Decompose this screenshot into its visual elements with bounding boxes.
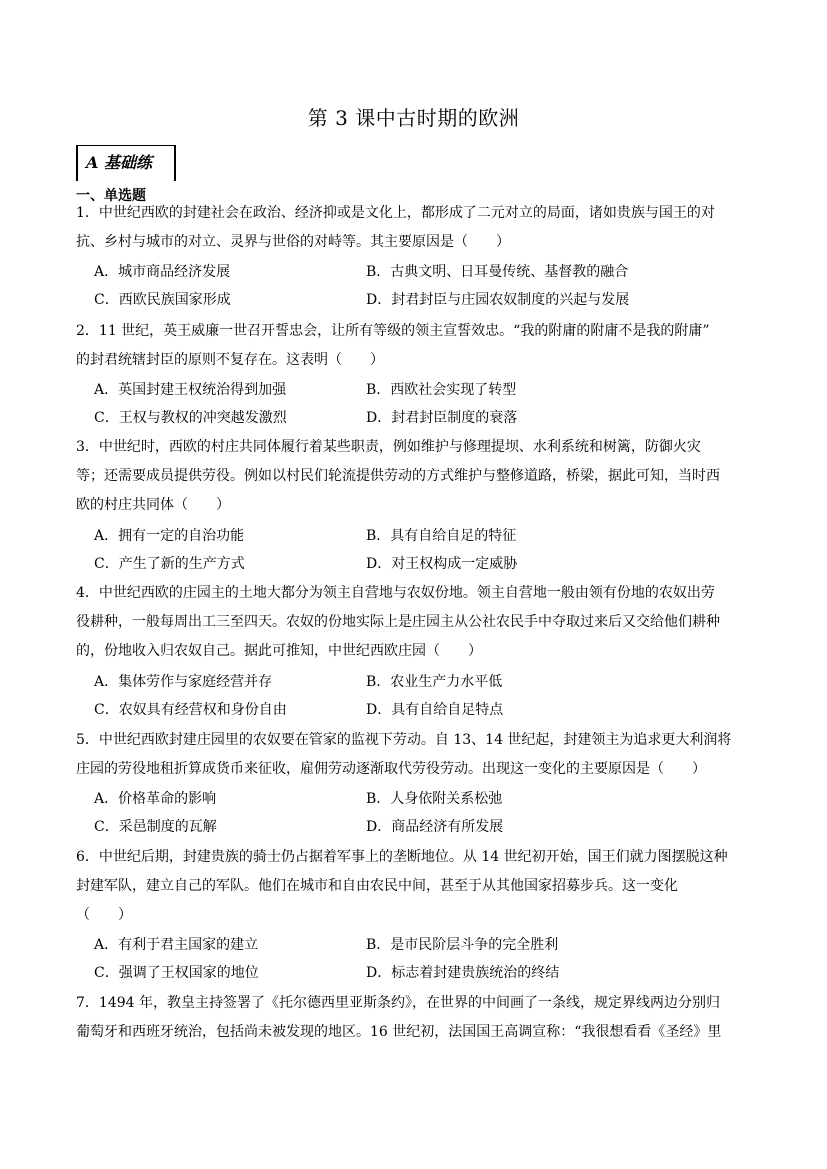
question-line: 4．中世纪西欧的庄园主的土地大都分为领主自营地与农奴份地。领主自营地一般由领有份地的农奴出劳 [76, 585, 715, 601]
options-4 [94, 668, 694, 724]
option-c[interactable]: C．产生了新的生产方式 [94, 556, 245, 572]
option-b[interactable]: B．农业生产力水平低 [366, 674, 503, 690]
question-3 [76, 433, 756, 520]
option-d[interactable]: D．具有自给自足特点 [366, 702, 504, 718]
option-b[interactable]: B．是市民阶层斗争的完全胜利 [366, 937, 559, 953]
option-d[interactable]: D．标志着封建贵族统治的终结 [366, 965, 560, 981]
option-c[interactable]: C．农奴具有经营权和身份自由 [94, 702, 287, 718]
question-1 [76, 199, 756, 257]
option-d[interactable]: D．封君封臣制度的衰落 [366, 410, 518, 426]
level-label: A 基础练 [86, 153, 152, 172]
question-line: 的封君统辖封臣的原则不复存在。这表明（ ） [76, 352, 384, 368]
option-a[interactable]: A．英国封建王权统治得到加强 [94, 382, 287, 398]
option-c[interactable]: C．西欧民族国家形成 [94, 292, 231, 308]
question-line: 5．中世纪西欧封建庄园里的农奴要在管家的监视下劳动。自 13、14 世纪起，封建领主为追求更大利润将 [76, 732, 732, 748]
question-line: 的，份地收入归农奴自己。据此可推知，中世纪西欧庄园（ ） [76, 643, 482, 659]
option-d[interactable]: D．商品经济有所发展 [366, 819, 504, 835]
option-a[interactable]: A．拥有一定的自治功能 [94, 528, 245, 544]
option-a[interactable]: A．价格革命的影响 [94, 791, 217, 807]
question-5 [76, 726, 756, 784]
option-a[interactable]: A．城市商品经济发展 [94, 264, 231, 280]
question-line: 7．1494 年，教皇主持签署了《托尔德西里亚斯条约》，在世界的中间画了一条线，规定界线两边分别归 [76, 995, 720, 1011]
options-2 [94, 376, 694, 432]
question-line: （ ） [76, 907, 132, 923]
question-7 [76, 989, 756, 1047]
question-line: 役耕种，一般每周出工三至四天。农奴的份地实际上是庄园主从公社农民手中夺取过来后又交给他们耕种 [76, 614, 720, 630]
option-b[interactable]: B．西欧社会实现了转型 [366, 382, 517, 398]
question-4 [76, 579, 756, 666]
question-6 [76, 843, 756, 930]
option-d[interactable]: D．对王权构成一定威胁 [366, 556, 518, 572]
question-line: 1．中世纪西欧的封建社会在政治、经济抑或是文化上，都形成了二元对立的局面，诸如贵族与国王的对 [76, 205, 715, 221]
question-line: 2．11 世纪，英王威廉一世召开誓忠会，让所有等级的领主宣誓效忠。“我的附庸的附庸不是我的附庸” [76, 323, 710, 339]
page-title: 第 3 课中古时期的欧洲 [307, 106, 520, 130]
option-b[interactable]: B．古典文明、日耳曼传统、基督教的融合 [366, 264, 629, 280]
question-line: 6．中世纪后期，封建贵族的骑士仍占据着军事上的垄断地位。从 14 世纪初开始，国王们就力图摆脱这种 [76, 849, 728, 865]
question-line: 葡萄牙和西班牙统治，包括尚未被发现的地区。16 世纪初，法国国王高调宣称：“我很想看看《圣经》里 [76, 1024, 722, 1040]
options-5 [94, 785, 694, 841]
option-c[interactable]: C．王权与教权的冲突越发激烈 [94, 410, 287, 426]
question-line: 等；还需要成员提供劳役。例如以村民们轮流提供劳动的方式维护与整修道路，桥梁，据此可知，当时西 [76, 468, 720, 484]
option-c[interactable]: C．强调了王权国家的地位 [94, 965, 259, 981]
options-1 [94, 258, 694, 314]
question-line: 欧的村庄共同体（ ） [76, 497, 230, 513]
question-2 [76, 317, 756, 375]
options-3 [94, 522, 694, 578]
question-line: 封建军队，建立自己的军队。他们在城市和自由农民中间，甚至于从其他国家招募步兵。这一变化 [76, 878, 678, 894]
question-line: 庄园的劳役地租折算成货币来征收，雇佣劳动逐渐取代劳役劳动。出现这一变化的主要原因是（ ） [76, 761, 706, 777]
question-line: 3．中世纪时，西欧的村庄共同体履行着某些职责，例如维护与修理提坝、水利系统和树篱，防御火灾 [76, 439, 701, 455]
option-b[interactable]: B．具有自给自足的特征 [366, 528, 517, 544]
option-c[interactable]: C．采邑制度的瓦解 [94, 819, 217, 835]
question-line: 抗、乡村与城市的对立、灵界与世俗的对峙等。其主要原因是（ ） [76, 234, 510, 250]
section-heading: 一、单选题 [76, 188, 146, 204]
option-d[interactable]: D．封君封臣与庄园农奴制度的兴起与发展 [366, 292, 630, 308]
option-b[interactable]: B．人身依附关系松弛 [366, 791, 503, 807]
options-6 [94, 931, 694, 987]
option-a[interactable]: A．有利于君主国家的建立 [94, 937, 259, 953]
option-a[interactable]: A．集体劳作与家庭经营并存 [94, 674, 273, 690]
